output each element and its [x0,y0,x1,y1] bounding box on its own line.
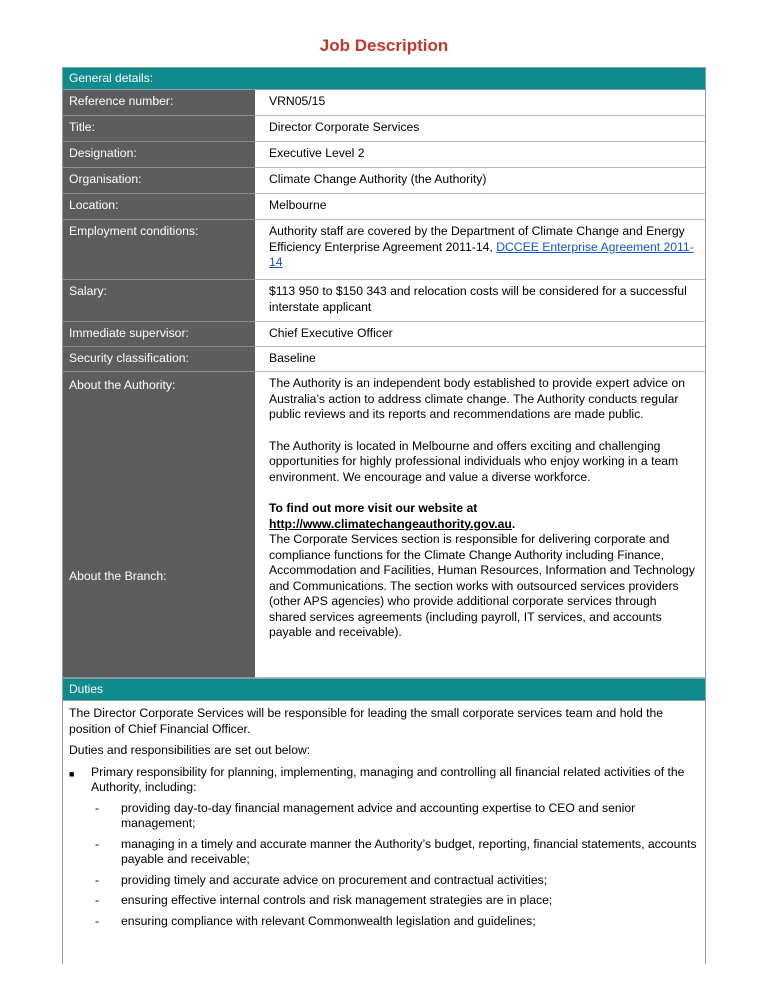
row-label: Location: [63,194,255,220]
dash-marker: - [95,836,100,851]
about-value [255,372,705,678]
about-branch-text: The Corporate Services section is responsible for delivering corporate and compliance functions for the Climate Change Authority including Finance, Accommodation and Facilities, Human Resources, Information and Technology and Communications. The section works with outsourced services providers (other APS agencies) who provide additional corporate services through shared services agreements (including payroll, IT services, and accounts payable and receivable). [269,532,695,639]
row-label-stack [63,372,255,678]
employment-conditions-value: Authority staff are covered by the Department of Climate Change and Energy Efficiency Enterprise Agreement 2011-14, DCCEE Enterprise Agreement 2011-14 [255,220,705,280]
table-row [62,116,706,142]
about-authority-p3: To find out more visit our website at http://www.climatechangeauthority.gov.au. [269,501,516,531]
row-label: Immediate supervisor: [63,322,255,347]
table-row [62,194,706,220]
row-value: Chief Executive Officer [255,322,705,347]
sub-item-text: providing timely and accurate advice on procurement and contractual activities; [121,872,548,887]
dash-marker: - [95,800,100,815]
list-item [69,765,699,796]
sub-list-item [91,893,699,909]
row-label: Title: [63,116,255,142]
duties-body [62,701,706,964]
row-label: Salary: [63,280,255,322]
table-row [62,347,706,372]
table-row [62,90,706,116]
table-row [62,280,706,322]
row-value: Executive Level 2 [255,142,705,168]
document-title: Job Description [319,36,449,55]
dccee-agreement-link[interactable]: DCCEE Enterprise Agreement 2011-14 [269,239,694,269]
job-description-table [62,67,706,964]
sub-item-text: ensuring effective internal controls and risk management strategies are in place; [121,893,553,907]
bullet-text: Primary responsibility for planning, implementing, managing and controlling all financial related activities of the Authority, including: [91,764,685,794]
salary-value: $113 950 to $150 343 and relocation costs will be considered for a successful interstate applicant [255,280,705,322]
table-row [62,168,706,194]
about-authority-label: About the Authority: [69,378,176,392]
table-row [62,322,706,347]
authority-website-link[interactable]: http://www.climatechangeauthority.gov.au [269,516,512,531]
dash-marker: - [95,893,100,907]
table-row [62,220,706,280]
general-details-header: General details: [62,67,706,90]
row-label: Employment conditions: [63,220,255,280]
row-label: Organisation: [63,168,255,194]
row-label: Security classification: [63,347,255,372]
table-row [62,142,706,168]
dash-marker: - [95,872,100,887]
dash-marker: - [95,913,100,928]
duties-intro: The Director Corporate Services will be responsible for leading the small corporate services team and hold the position of Chief Financial Officer. [69,706,664,736]
about-branch-label: About the Branch: [69,569,167,583]
sub-list-item [91,801,699,832]
sub-list-item [91,914,699,930]
sub-list-item [91,837,699,868]
duties-header: Duties [62,678,706,701]
duties-lead: Duties and responsibilities are set out below: [69,743,311,757]
row-label: Reference number: [63,90,255,116]
row-label: Designation: [63,142,255,168]
row-value: Melbourne [255,194,705,220]
square-bullet-icon: ■ [69,768,75,779]
sub-item-text: managing in a timely and accurate manner the Authority’s budget, reporting, financial statements, accounts payable and receivable; [121,836,697,866]
about-authority-p1: The Authority is an independent body established to provide expert advice on Australia’s action to address climate change. The Authority conducts regular public reviews and its reports and recommendations are made public. [269,376,686,421]
row-value: Climate Change Authority (the Authority) [255,168,705,194]
about-authority-p2: The Authority is located in Melbourne and offers exciting and challenging opportunities for highly professional individuals who enjoy working in a team environment. We encourage and value a diverse workforce. [269,438,679,484]
row-value: VRN05/15 [255,90,705,116]
row-value: Baseline [255,347,705,372]
sub-item-text: providing day-to-day financial management advice and accounting expertise to CEO and senior management; [121,800,636,830]
sub-item-text: ensuring compliance with relevant Commonwealth legislation and guidelines; [121,913,536,928]
row-value: Director Corporate Services [255,116,705,142]
sub-list-item [91,873,699,889]
table-row [62,372,706,678]
